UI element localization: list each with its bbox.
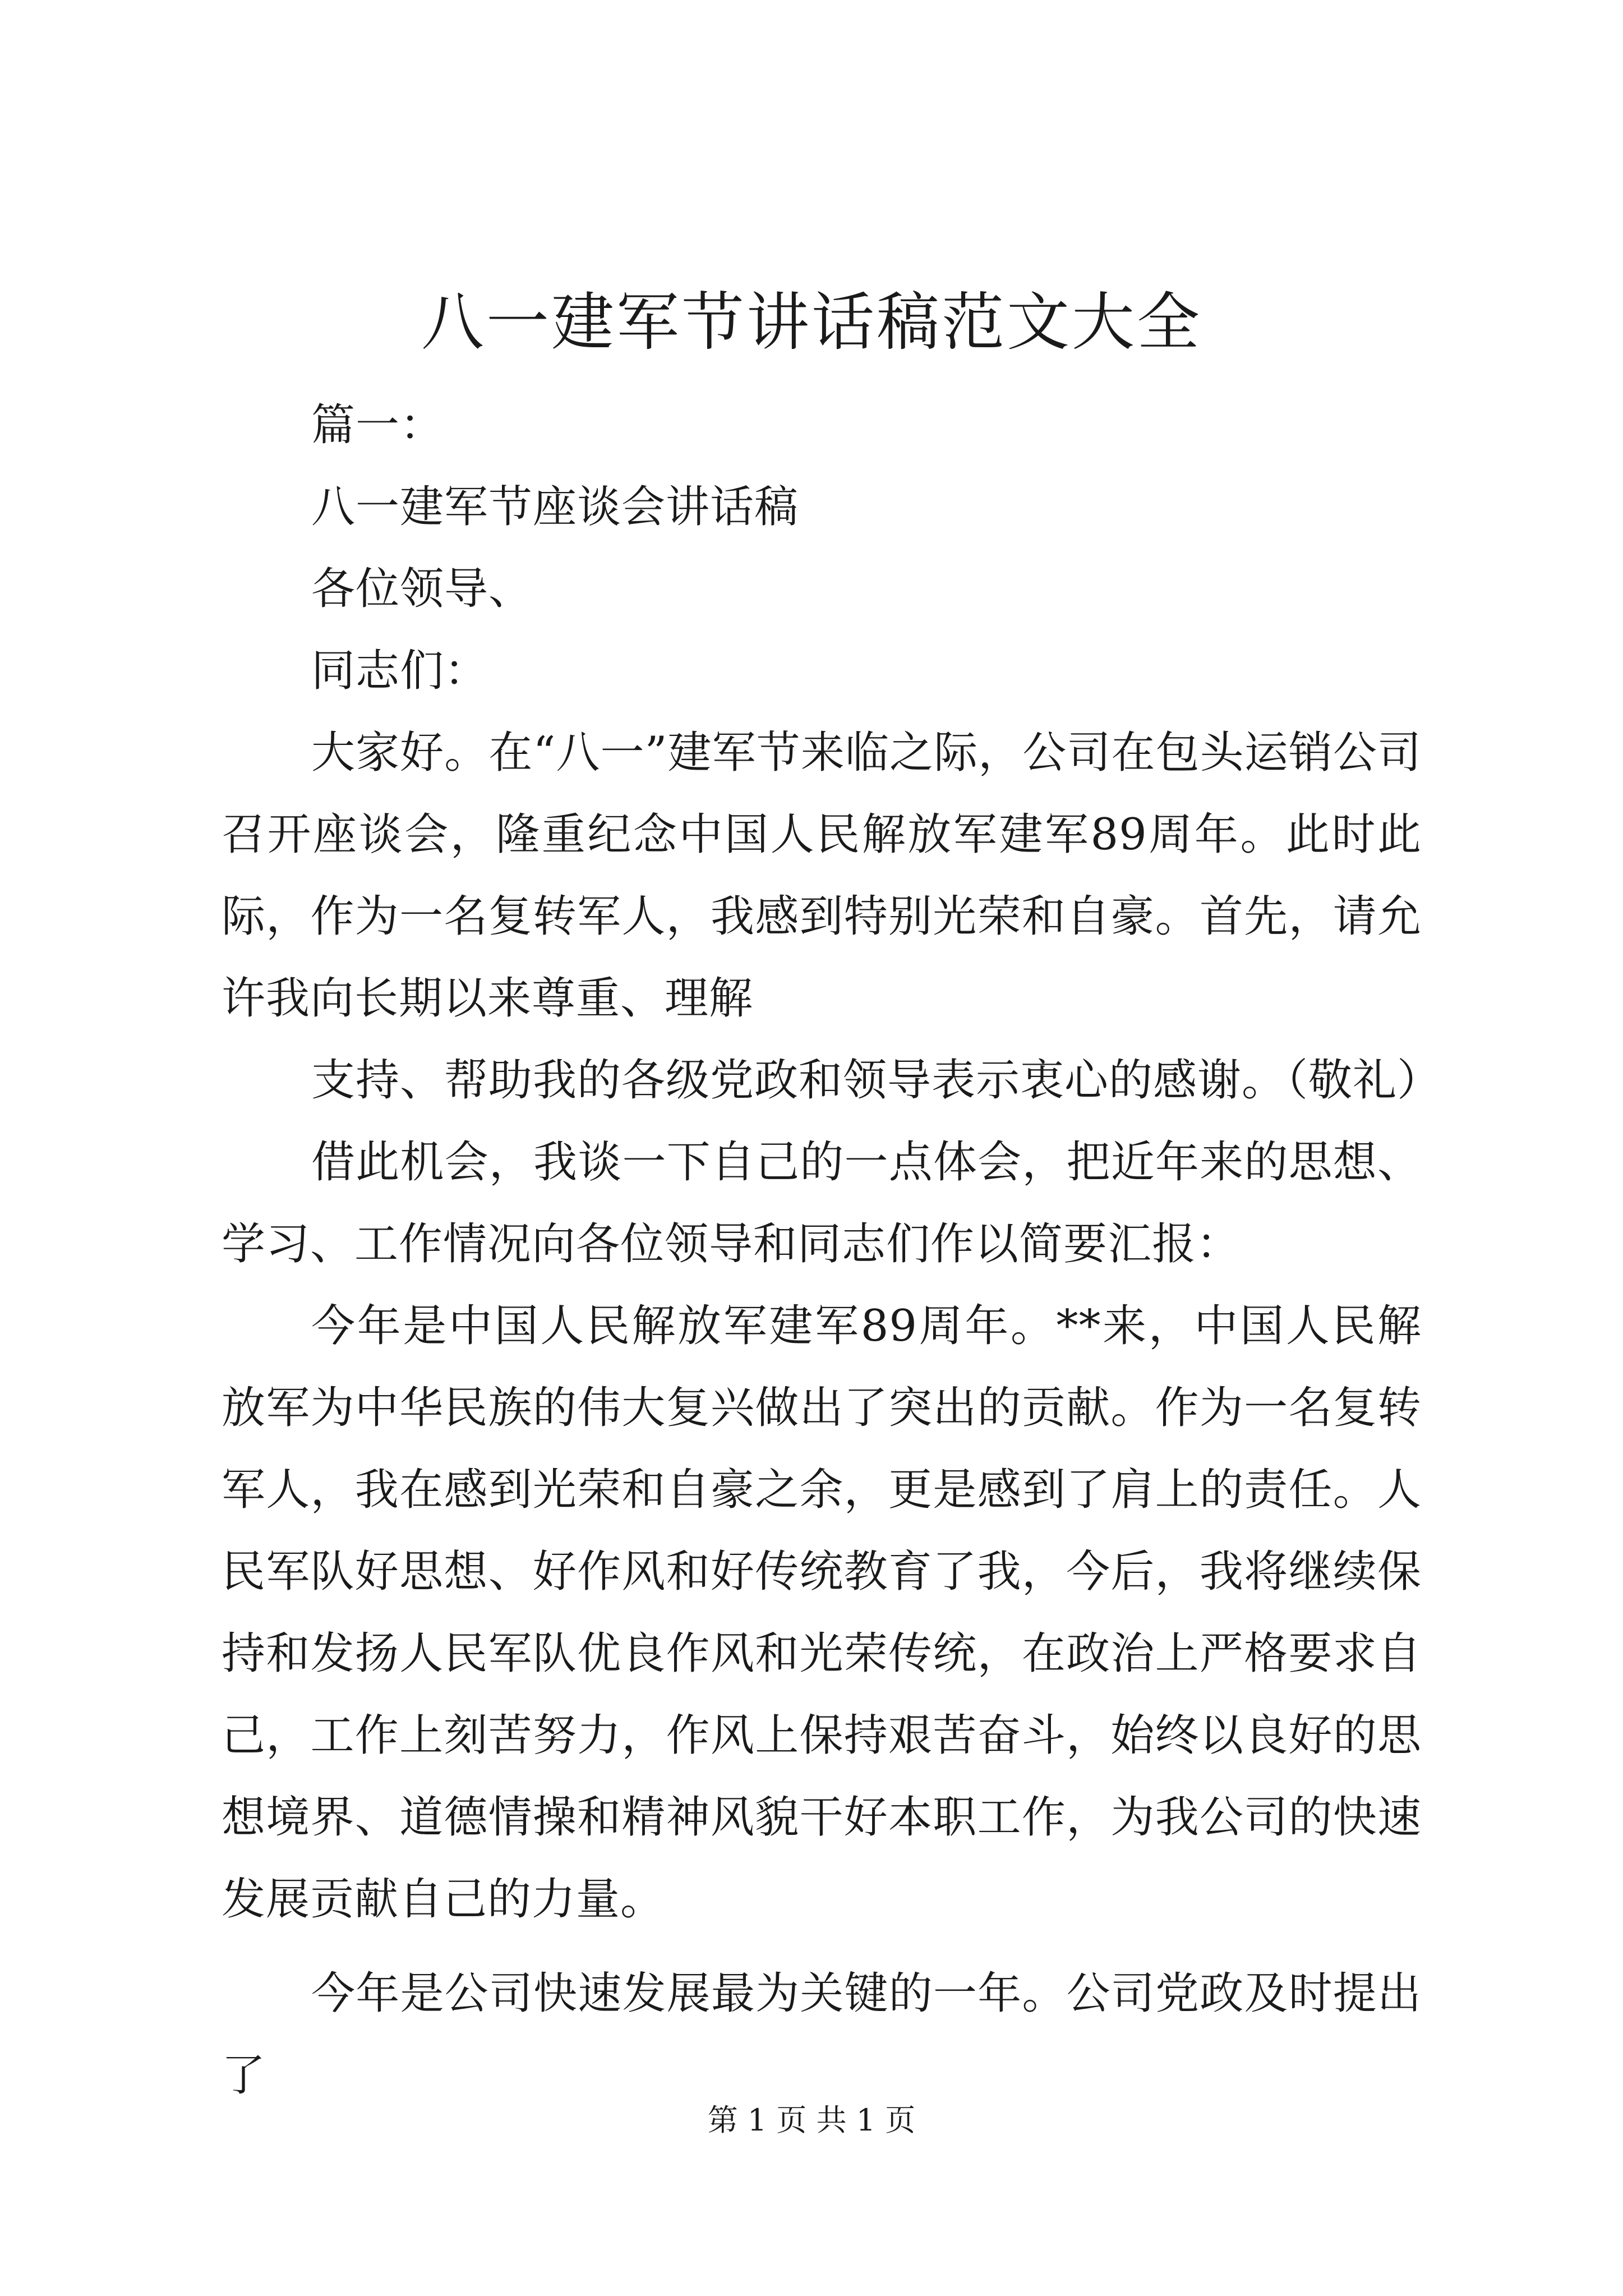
- paragraph-subtitle: 八一建军节座谈会讲话稿: [311, 482, 799, 532]
- paragraph-greeting-comrades: 同志们：: [311, 646, 489, 696]
- paragraph-anniversary: 今年是中国人民解放军建军89周年。**来，中国人民解放军为中华民族的伟大复兴做出了突出的贡献。作为一名复转军人，我在感到光荣和自豪之余，更是感到了肩上的责任。人民军队好思想、好作风和好传统教育了我，今后，我将继续保持和发扬人民军队优良作风和光荣传统，在政治上严格要求自己，工作上刻苦努力，作风上保持艰苦奋斗，始终以良好的思想境界、道德情操和精神风貌干好本职工作，为我公司的快速发展贡献自己的力量。: [222, 1301, 1422, 1925]
- paragraph-thanks: 支持、帮助我的各级党政和领导表示衷心的感谢。（敬礼）: [311, 1055, 1442, 1106]
- paragraph-opening: 大家好。在“八一”建军节来临之际，公司在包头运销公司召开座谈会，隆重纪念中国人民解放军建军89周年。此时此际，作为一名复转军人，我感到特别光荣和自豪。首先，请允许我向长期以来尊重、理解: [222, 728, 1422, 1024]
- page-footer: 第 1 页 共 1 页: [707, 2102, 916, 2138]
- paragraph-report-intro: 借此机会，我谈一下自己的一点体会，把近年来的思想、学习、工作情况向各位领导和同志们作以简要汇报：: [222, 1137, 1422, 1269]
- paragraph-company-year: 今年是公司快速发展最为关键的一年。公司党政及时提出了: [222, 1968, 1422, 2101]
- paragraph-greeting-leaders: 各位领导、: [311, 564, 533, 614]
- document-title: 八一建军节讲话稿范文大全: [421, 286, 1202, 359]
- document-body: [222, 384, 1442, 2116]
- paragraph-section-label: 篇一：: [311, 400, 445, 450]
